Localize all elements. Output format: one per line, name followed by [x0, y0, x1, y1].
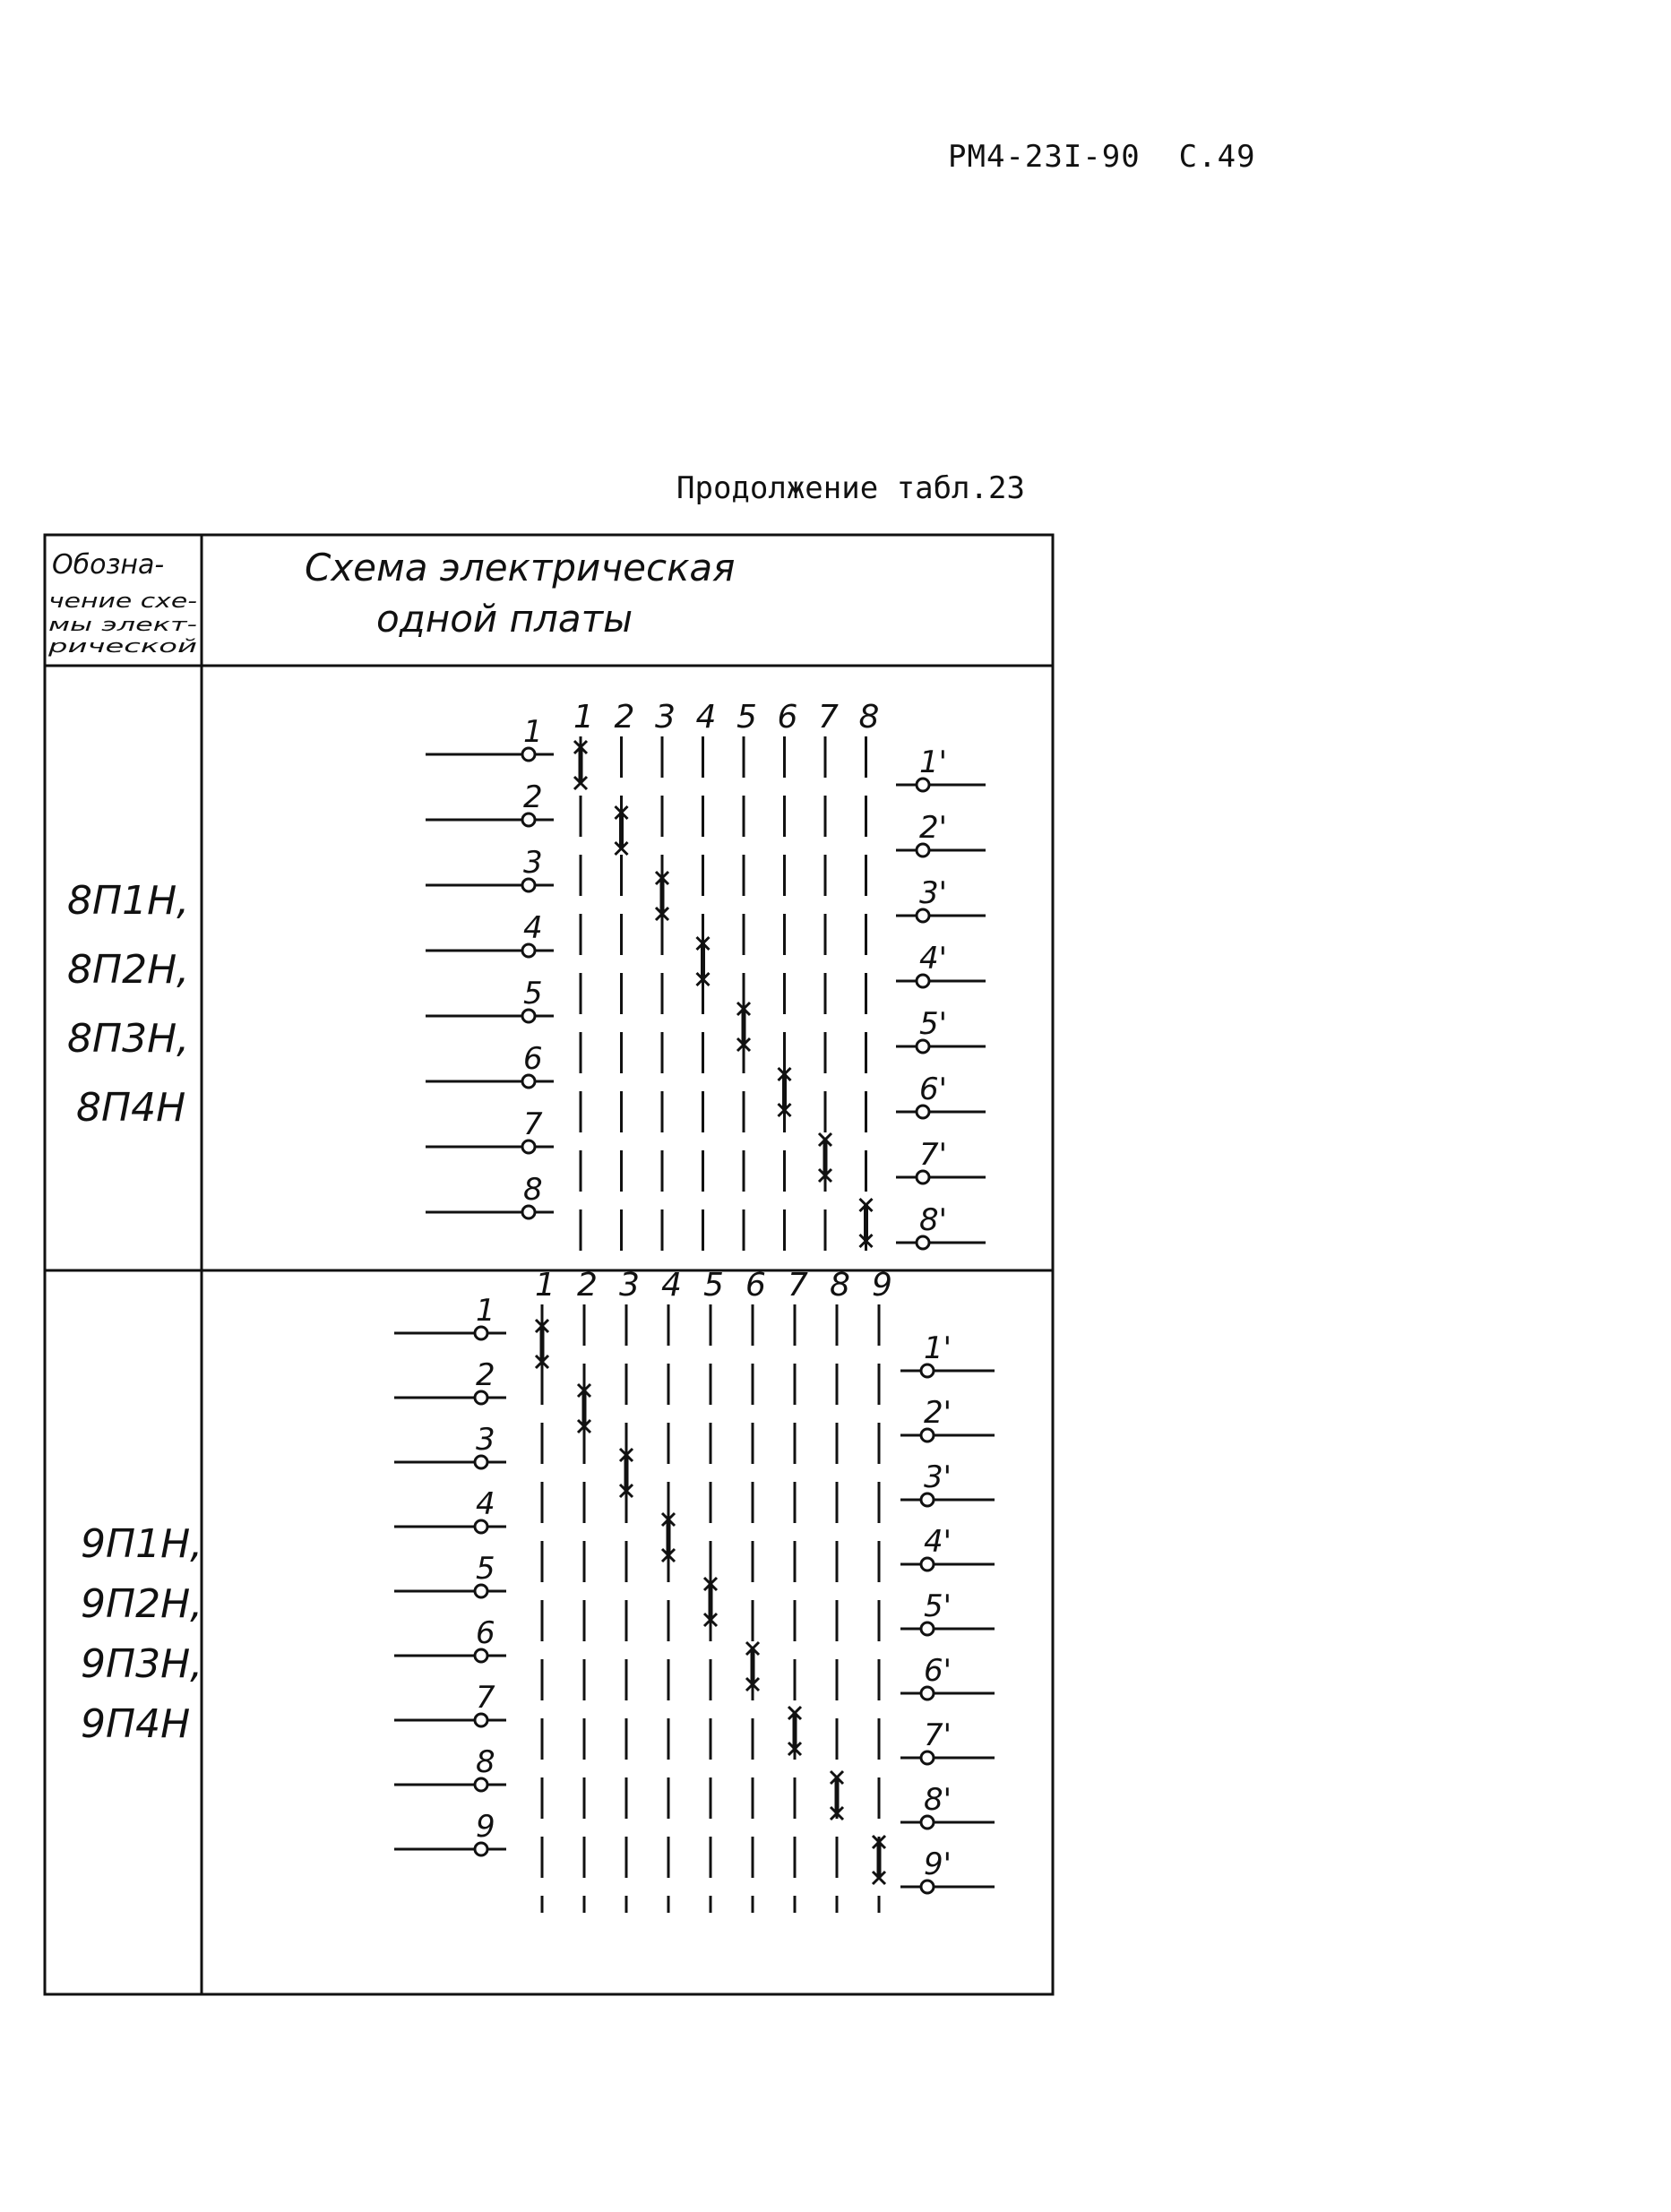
input-terminal [522, 1206, 535, 1218]
output-terminal [917, 844, 929, 856]
column-label: 7 [788, 1267, 808, 1304]
col1-header-line: мы элект- [48, 614, 197, 635]
output-terminal [921, 1881, 934, 1893]
output-terminal [917, 1171, 929, 1183]
column-label: 1 [573, 699, 594, 736]
column-label: 2 [577, 1267, 598, 1304]
input-terminal [475, 1843, 487, 1855]
input-label: 6 [523, 1041, 543, 1077]
output-terminal [921, 1622, 934, 1635]
input-label: 6 [476, 1615, 495, 1651]
designation: 8П4Н [76, 1085, 186, 1131]
output-label: 3' [919, 875, 947, 911]
output-terminal [917, 1040, 929, 1053]
column-2-header [305, 546, 735, 641]
designation: 9П2Н, [81, 1581, 203, 1627]
output-label: 1' [924, 1330, 952, 1366]
designation: 9П3Н, [81, 1641, 203, 1687]
input-label: 8 [476, 1744, 495, 1780]
output-label: 6' [924, 1653, 952, 1689]
input-terminal [522, 879, 535, 891]
output-terminal [921, 1429, 934, 1442]
column-label: 2 [614, 699, 635, 736]
input-terminal [475, 1714, 487, 1726]
document-id: РМ4-23I-90 [948, 139, 1141, 175]
input-terminal [475, 1585, 487, 1597]
column-label: 3 [619, 1267, 640, 1304]
col1-header-line: Обозна- [52, 549, 165, 581]
input-terminal [475, 1520, 487, 1533]
output-terminal [921, 1687, 934, 1700]
designation: 8П1Н, [67, 878, 190, 924]
table-caption: Продолжение табл.23 [676, 470, 1025, 506]
designation: 9П1Н, [81, 1521, 203, 1567]
row-2-schematic [394, 1267, 995, 1913]
row-1-designations [67, 878, 189, 1131]
output-terminal [917, 975, 929, 987]
output-label: 6' [919, 1072, 947, 1107]
output-label: 5' [919, 1006, 947, 1042]
output-terminal [917, 1236, 929, 1249]
output-terminal [917, 1106, 929, 1118]
output-label: 8' [919, 1202, 947, 1238]
output-terminal [917, 909, 929, 922]
page-number: С.49 [1178, 139, 1256, 175]
col1-header-line: чение схе- [48, 590, 198, 613]
row-1-schematic [426, 699, 986, 1252]
column-label: 8 [858, 699, 880, 736]
input-label: 5 [476, 1551, 495, 1587]
input-terminal [475, 1391, 487, 1404]
output-terminal [921, 1816, 934, 1829]
input-label: 3 [476, 1422, 495, 1458]
output-label: 7' [919, 1137, 947, 1173]
designation: 8П2Н, [67, 947, 190, 993]
column-label: 3 [655, 699, 676, 736]
column-1-header [47, 549, 197, 657]
column-label: 4 [661, 1267, 682, 1304]
input-terminal [522, 1075, 535, 1088]
output-terminal [921, 1558, 934, 1571]
input-terminal [475, 1327, 487, 1339]
input-label: 9 [476, 1809, 495, 1845]
input-label: 8 [523, 1172, 543, 1208]
output-label: 3' [924, 1459, 952, 1495]
output-label: 1' [919, 745, 947, 780]
input-terminal [522, 1140, 535, 1153]
input-label: 7 [476, 1680, 495, 1716]
column-label: 5 [736, 699, 757, 736]
input-label: 2 [523, 779, 543, 815]
column-label: 5 [703, 1267, 724, 1304]
output-label: 7' [924, 1717, 952, 1753]
output-terminal [921, 1364, 934, 1377]
input-terminal [475, 1649, 487, 1662]
column-label: 6 [745, 1267, 766, 1304]
input-terminal [475, 1456, 487, 1468]
input-label: 7 [523, 1106, 543, 1142]
input-terminal [522, 813, 535, 826]
column-label: 6 [777, 699, 798, 736]
input-terminal [475, 1778, 487, 1791]
input-label: 3 [523, 845, 543, 881]
column-label: 9 [872, 1267, 892, 1304]
input-label: 5 [523, 976, 543, 1011]
column-label: 7 [818, 699, 839, 736]
output-label: 2' [924, 1395, 952, 1431]
input-terminal [522, 944, 535, 957]
input-label: 1 [476, 1293, 495, 1329]
output-label: 4' [919, 941, 947, 977]
output-terminal [917, 779, 929, 791]
input-terminal [522, 748, 535, 761]
column-label: 4 [695, 699, 717, 736]
col1-header-line: рической [47, 635, 198, 657]
designation: 9П4Н [81, 1701, 191, 1747]
input-label: 2 [476, 1357, 495, 1393]
output-label: 5' [924, 1588, 952, 1624]
input-label: 4 [523, 910, 543, 946]
column-label: 1 [535, 1267, 556, 1304]
col2-header-line: одной платы [376, 597, 633, 641]
output-terminal [921, 1752, 934, 1764]
output-terminal [921, 1493, 934, 1506]
input-label: 4 [476, 1486, 495, 1522]
designation: 8П3Н, [67, 1016, 190, 1062]
input-label: 1 [523, 714, 543, 750]
input-terminal [522, 1010, 535, 1022]
output-label: 8' [924, 1782, 952, 1818]
output-label: 4' [924, 1524, 952, 1560]
column-label: 8 [830, 1267, 850, 1304]
col2-header-line: Схема электрическая [305, 546, 736, 590]
output-label: 2' [919, 810, 947, 846]
row-2-designations [81, 1521, 202, 1747]
output-label: 9' [924, 1846, 952, 1882]
